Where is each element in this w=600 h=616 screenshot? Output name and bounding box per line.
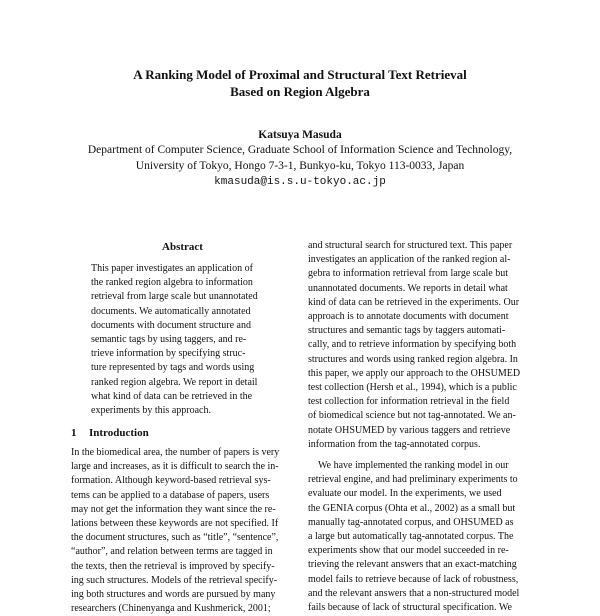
abstract-line: documents with document structure and: [91, 319, 251, 331]
right-column-paragraph-1: [308, 239, 533, 452]
body-line: evaluate our model. In the experiments, we used: [308, 488, 502, 500]
body-line: large and increases, as it is difficult to search the in-: [71, 461, 279, 473]
title-line-1: A Ranking Model of Proximal and Structural Text Retrieval: [133, 67, 467, 82]
body-line: the document structures, such as “title”, “sentence”,: [71, 532, 279, 544]
section-heading-introduction: [71, 426, 149, 440]
body-line: cally, and to retrieve information by specifying both: [308, 339, 517, 351]
body-line: test collection (Hersh et al., 1994), which is a public: [308, 382, 517, 394]
abstract-line: ranked region algebra. We report in detail: [91, 376, 258, 388]
section-title: Introduction: [89, 427, 149, 439]
abstract-heading: Abstract: [162, 241, 203, 253]
body-line: trieving the relevant answers that an exact-matching: [308, 559, 517, 571]
body-line: approach is to annotate documents with document: [308, 311, 509, 323]
body-line: structures and semantic tags by taggers automati-: [308, 325, 506, 337]
body-line: gebra to information retrieval from large scale but: [308, 268, 509, 280]
body-line: may not get the information they want since the re-: [71, 503, 276, 515]
abstract-line: ture represented by tags and words using: [91, 362, 255, 374]
introduction-body: [71, 446, 291, 616]
body-line: “author”, and relation between terms are tagged in: [71, 546, 273, 558]
body-line: ing such structures. Models of the retrieval specify-: [71, 574, 278, 586]
body-line: structures and words using ranked region algebra. In: [308, 353, 518, 365]
body-line: lations between these keywords are not specified. If: [71, 518, 279, 530]
body-line: kind of data can be retrieved in the experiments. Our: [308, 296, 520, 308]
body-line: the GENIA corpus (Ohta et al., 2002) as a small but: [308, 502, 516, 514]
right-column-paragraph-2: [308, 459, 533, 615]
body-line: a large but automatically tag-annotated corpus. The: [308, 531, 514, 543]
body-line: the texts, then the retrieval is improved by specify-: [71, 560, 275, 572]
abstract-line: experiments by this approach.: [91, 405, 211, 417]
abstract-line: documents. We automatically annotated: [91, 305, 251, 317]
body-line: manually tag-annotated corpus, and OHSUMED as: [308, 516, 514, 528]
body-line: and the relevant answers that a non-structured model: [308, 587, 520, 599]
body-line: investigates an application of the ranked region al-: [308, 254, 511, 266]
body-line: and structural search for structured text. This paper: [308, 240, 513, 251]
affiliation: [40, 142, 560, 190]
abstract-line: what kind of data can be retrieved in the: [91, 390, 253, 402]
author-name: Katsuya Masuda: [258, 129, 342, 141]
title-line-2: Based on Region Algebra: [230, 84, 370, 99]
body-line: We have implemented the ranking model in our: [318, 460, 509, 471]
body-line: notate OHSUMED by various taggers and retrieve: [308, 424, 511, 436]
body-line: tems can be applied to a database of papers, users: [71, 489, 270, 501]
abstract-body: [91, 262, 291, 418]
abstract-line: the ranked region algebra to information: [91, 277, 253, 289]
body-line: researchers (Chinenyanga and Kushmerick, 2001;: [71, 603, 271, 615]
abstract-line: semantic tags by using taggers, and re-: [91, 334, 247, 346]
section-number: 1: [71, 427, 77, 439]
abstract-line: retrieval from large scale but unannotated: [91, 291, 258, 303]
author-email: kmasuda@is.s.u-tokyo.ac.jp: [214, 176, 386, 188]
body-line: In the biomedical area, the number of papers is very: [71, 447, 280, 458]
body-line: experiments show that our model succeeded in re-: [308, 545, 509, 557]
abstract-line: trieve information by specifying struc-: [91, 348, 246, 360]
body-line: information from the tag-annotated corpus.: [308, 438, 481, 450]
body-line: this paper, we apply our approach to the OHSUMED: [308, 367, 521, 379]
affiliation-line-1: Department of Computer Science, Graduate School of Information Science and Technology,: [87, 144, 513, 156]
body-line: test collection for information retrieval in the field: [308, 396, 510, 408]
body-line: model fails to retrieve because of lack of robustness,: [308, 573, 519, 585]
abstract-line: This paper investigates an application of: [91, 263, 253, 274]
body-line: fails because of lack of structural specification. We: [308, 602, 512, 614]
body-line: unannotated documents. We reports in detail what: [308, 282, 508, 294]
body-line: retrieval engine, and had preliminary experiments to: [308, 474, 518, 486]
body-line: ing both structures and words are pursued by many: [71, 589, 276, 601]
body-line: formation. Although keyword-based retrieval sys-: [71, 475, 271, 487]
paper-title: [60, 66, 540, 100]
affiliation-line-2: University of Tokyo, Hongo 7-3-1, Bunkyo-ku, Tokyo 113-0033, Japan: [135, 160, 465, 172]
body-line: of biomedical science but not tag-annotated. We an-: [308, 410, 516, 422]
